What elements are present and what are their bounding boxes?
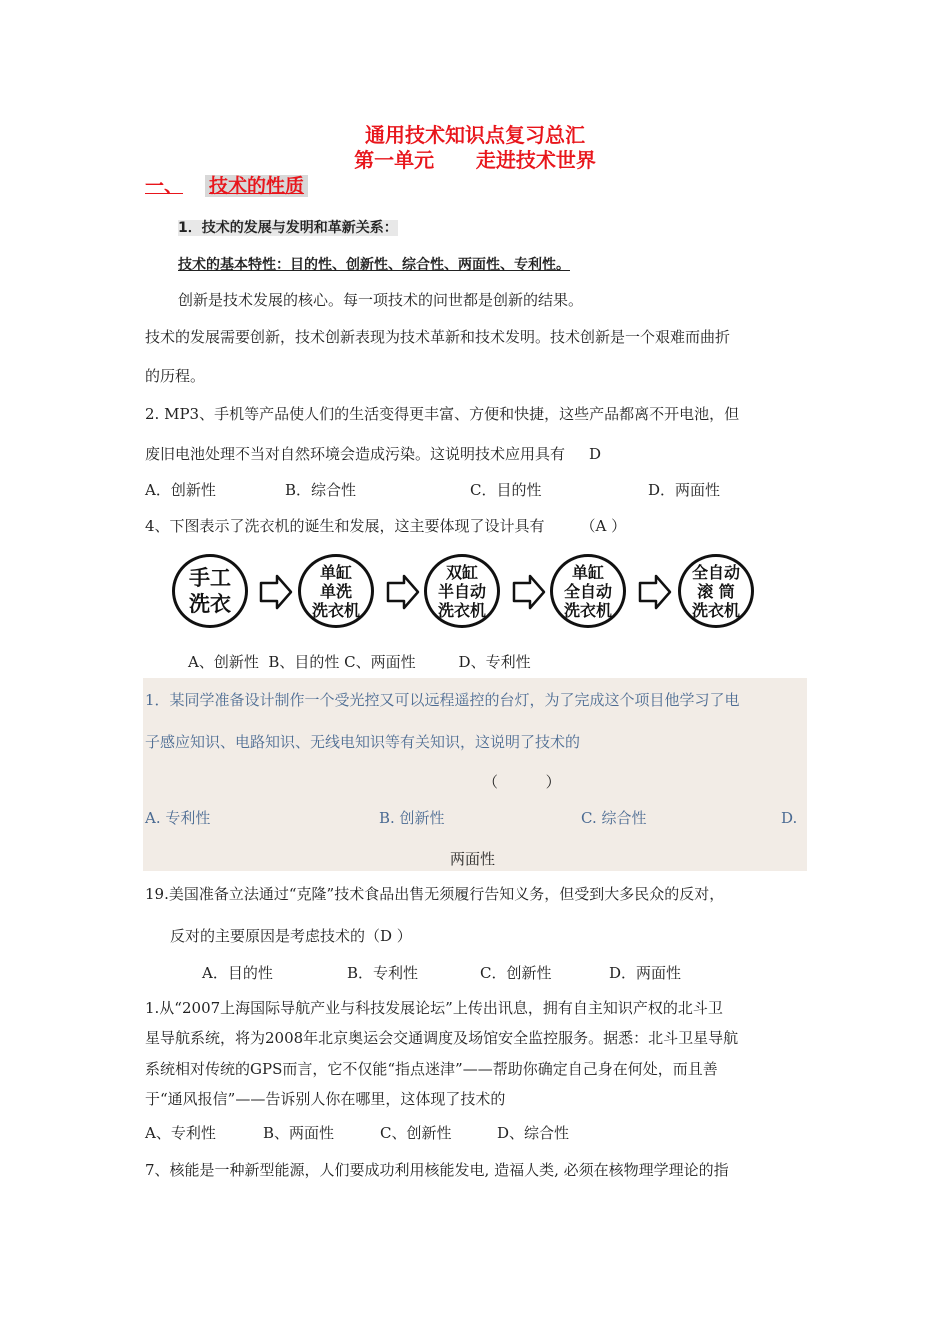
option: A．目的性 <box>202 964 273 982</box>
question-b-line1: 1.从“2007上海国际导航产业与科技发展论坛”上传出讯息，拥有自主知识产权的北斗卫 <box>145 999 723 1017</box>
flow-stage: 单缸 单洗 洗衣机 <box>298 554 374 628</box>
arrow-right-icon <box>638 574 672 610</box>
question-1a: 1．某同学准备设计制作一个受光控又可以远程遥控的台灯，为了完成这个项目他学习了电 <box>145 691 740 709</box>
question-1-options <box>145 808 805 828</box>
question-1-last-option: 两面性 <box>450 850 496 868</box>
question-2-answer: D <box>589 445 602 463</box>
option: D、综合性 <box>497 1124 570 1142</box>
flow-stage: 全自动 滚 筒 洗衣机 <box>678 554 754 628</box>
paragraph-1: 创新是技术发展的核心。每一项技术的问世都是创新的结果。 <box>178 291 584 309</box>
washing-machine-flow-diagram <box>172 552 772 632</box>
doc-title: 通用技术知识点复习总汇 <box>365 123 585 147</box>
flow-stage: 手工 洗衣 <box>172 554 248 628</box>
arrow-right-icon <box>386 574 420 610</box>
option: B．专利性 <box>347 964 419 982</box>
option: C、创新性 <box>380 1124 452 1142</box>
option: C．目的性 <box>470 481 542 499</box>
question-b-line2: 星导航系统，将为2008年北京奥运会交通调度及场馆安全监控服务。据悉：北斗卫星导航 <box>145 1029 739 1047</box>
paragraph-2a: 技术的发展需要创新，技术创新表现为技术革新和技术发明。技术创新是一个艰难而曲折 <box>145 328 731 346</box>
flow-stage: 双缸 半自动 洗衣机 <box>424 554 500 628</box>
option: A．创新性 <box>145 481 216 499</box>
option: B. 创新性 <box>379 809 445 827</box>
section-title: 技术的性质 <box>205 175 308 197</box>
option: D．两面性 <box>648 481 721 499</box>
question-4-options: A、创新性 B、目的性 C、两面性 D、专利性 <box>188 653 531 671</box>
question-4: 4、下图表示了洗衣机的诞生和发展，这主要体现了设计具有 （A ） <box>145 517 627 535</box>
subheading-1: 1．技术的发展与发明和革新关系： <box>178 220 398 236</box>
subheading-2: 技术的基本特性：目的性、创新性、综合性、两面性、专利性。 <box>178 257 570 273</box>
option: D. <box>781 809 798 827</box>
section-number: 一、 <box>145 175 184 197</box>
option: A. 专利性 <box>145 809 211 827</box>
unit-title: 第一单元 走进技术世界 <box>354 148 596 172</box>
question-b-line3: 系统相对传统的GPS而言，它不仅能“指点迷津”——帮助你确定自己身在何处，而且善 <box>145 1060 718 1078</box>
paragraph-2b: 的历程。 <box>145 367 206 385</box>
option: B．综合性 <box>285 481 357 499</box>
question-7: 7、核能是一种新型能源，人们要成功利用核能发电, 造福人类, 必须在核物理学理论的指 <box>145 1161 729 1179</box>
question-4-answer: （A ） <box>580 517 627 535</box>
arrow-right-icon <box>259 574 293 610</box>
option: D．两面性 <box>609 964 682 982</box>
question-1-paren: （ ） <box>483 773 561 791</box>
question-b-line4: 于“通风报信”——告诉别人你在哪里，这体现了技术的 <box>145 1090 506 1108</box>
question-2a: 2. MP3、手机等产品使人们的生活变得更丰富、方便和快捷，这些产品都离不开电池，但 <box>145 405 740 423</box>
question-2b: 废旧电池处理不当对自然环境会造成污染。这说明技术应用具有 D <box>145 445 602 463</box>
question-1b: 子感应知识、电路知识、无线电知识等有关知识，这说明了技术的 <box>145 733 581 751</box>
option: B、两面性 <box>263 1124 335 1142</box>
question-19b: 反对的主要原因是考虑技术的（D ） <box>170 927 412 945</box>
question-19a: 19.美国准备立法通过“克隆”技术食品出售无须履行告知义务，但受到大多民众的反对， <box>145 885 725 903</box>
arrow-right-icon <box>512 574 546 610</box>
flow-stage: 单缸 全自动 洗衣机 <box>550 554 626 628</box>
option: A、专利性 <box>145 1124 216 1142</box>
option: C．创新性 <box>480 964 552 982</box>
option: C. 综合性 <box>581 809 647 827</box>
section-heading <box>145 176 308 196</box>
